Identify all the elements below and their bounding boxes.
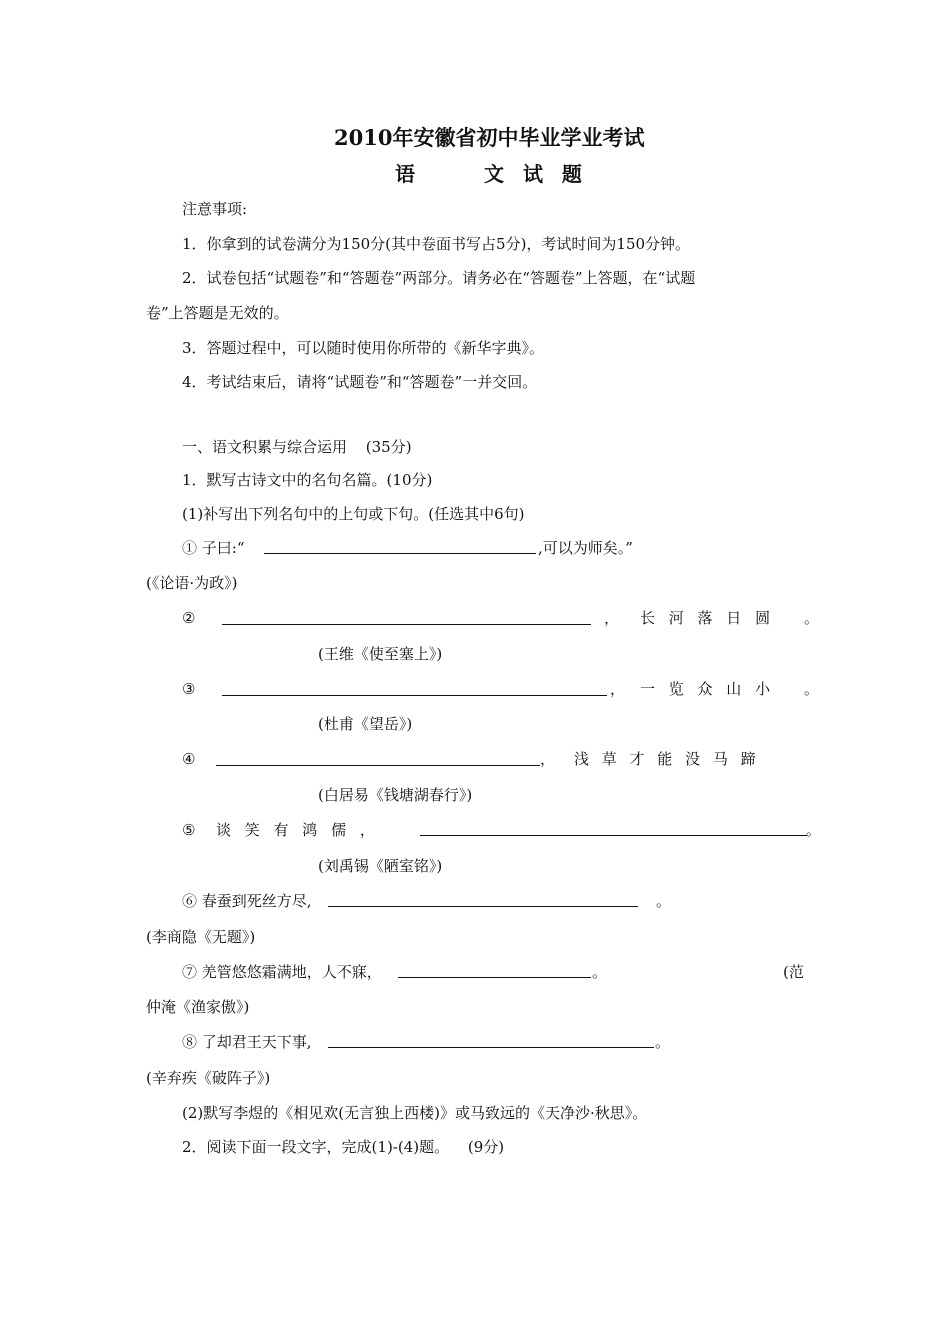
- item-7-source-b: 仲淹《渔家傲》): [146, 998, 250, 1016]
- item-3-comma: ，: [610, 680, 626, 698]
- notice-item-1: 1．你拿到的试卷满分为150分(其中卷面书写占5分)，考试时间为150分钟。: [182, 235, 691, 253]
- item-2-number: ②: [182, 609, 196, 627]
- subject-rest: 文 试 题: [484, 162, 584, 186]
- question-2: 2．阅读下面一段文字，完成(1)-(4)题。 (9分): [182, 1138, 505, 1156]
- item-5-end: 。: [806, 821, 822, 839]
- notice-heading: 注意事项:: [182, 200, 248, 218]
- answer-blank-1[interactable]: [264, 553, 536, 554]
- item-6-source: (李商隐《无题》): [146, 928, 256, 946]
- notice-item-3: 3．答题过程中，可以随时使用你所带的《新华字典》。: [182, 339, 545, 357]
- answer-blank-8[interactable]: [328, 1047, 654, 1048]
- exam-title: 2010年安徽省初中毕业学业考试: [334, 125, 645, 150]
- item-4-comma: ，: [540, 750, 556, 768]
- item-4-source: (白居易《钱塘湖春行》): [318, 786, 473, 804]
- item-4-number: ④: [182, 750, 196, 768]
- answer-blank-7[interactable]: [398, 977, 591, 978]
- item-6-end: 。: [656, 892, 672, 910]
- item-2-source: (王维《使至塞上》): [318, 645, 443, 663]
- answer-blank-6[interactable]: [328, 906, 638, 907]
- item-3-source: (杜甫《望岳》): [318, 715, 413, 733]
- item-5-source: (刘禹锡《陋室铭》): [318, 857, 443, 875]
- item-3-text: 一 览 众 山 小: [640, 680, 771, 698]
- item-8-end: 。: [655, 1033, 671, 1051]
- notice-item-2-line-1: 2．试卷包括“试题卷”和“答题卷”两部分。请务必在“答题卷”上答题，在“试题: [182, 269, 696, 287]
- item-2-end: 。: [804, 609, 820, 627]
- subject-char-1: 语: [395, 162, 417, 186]
- item-2-text: 长 河 落 日 圆: [640, 609, 771, 627]
- item-8-prefix: ⑧ 了却君王天下事,: [182, 1033, 312, 1051]
- item-4-text: 浅 草 才 能 没 马 蹄: [574, 750, 756, 768]
- question-1-part-1: (1)补写出下列名句中的上句或下句。(任选其中6句): [182, 505, 525, 523]
- answer-blank-4[interactable]: [216, 765, 540, 766]
- item-1-source: (《论语·为政》): [146, 574, 238, 592]
- item-3-end: 。: [804, 680, 820, 698]
- answer-blank-5[interactable]: [420, 835, 807, 836]
- item-7-source-a: (范: [783, 963, 804, 981]
- item-5-number: ⑤: [182, 821, 196, 839]
- answer-blank-2[interactable]: [222, 624, 591, 625]
- item-5-text: 谈 笑 有 鸿 儒 ，: [216, 821, 375, 839]
- item-1-suffix: ,可以为师矣。”: [538, 539, 633, 557]
- item-2-comma: ，: [604, 609, 620, 627]
- item-8-source: (辛弃疾《破阵子》): [146, 1069, 271, 1087]
- item-3-number: ③: [182, 680, 196, 698]
- item-1-prefix: ① 子曰:“: [182, 539, 245, 557]
- item-7-end: 。: [592, 963, 608, 981]
- item-7-prefix: ⑦ 羌管悠悠霜满地，人不寐，: [182, 963, 382, 981]
- section-1-heading: 一、语文积累与综合运用 (35分): [182, 438, 412, 456]
- item-6-prefix: ⑥ 春蚕到死丝方尽,: [182, 892, 312, 910]
- question-1-part-2: (2)默写李煜的《相见欢(无言独上西楼)》或马致远的《天净沙·秋思》。: [182, 1104, 648, 1122]
- notice-item-2-line-2: 卷”上答题是无效的。: [146, 304, 289, 322]
- question-1: 1．默写古诗文中的名句名篇。(10分): [182, 471, 433, 489]
- notice-item-4: 4．考试结束后，请将“试题卷”和“答题卷”一并交回。: [182, 373, 538, 391]
- answer-blank-3[interactable]: [222, 695, 607, 696]
